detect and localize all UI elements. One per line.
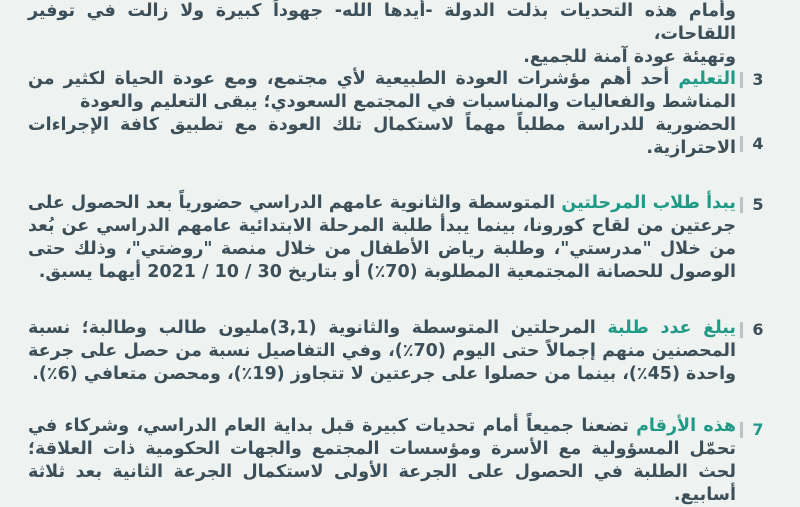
item-7-marker-bar	[740, 422, 743, 438]
item-5-text: المتوسطة والثانوية عامهم الدراسي حضورياً بعد الحصول على جرعتين من لقاح كورونا، بينما يبدأ طلبة المرحلة الابتدائية عامهم الدراسي عن بُعد من خلال "مدرستي"، وطلبة رياض الأطفال من خلال منصة "روضتي"، وذلك حتى الوصول للحصانة المجتمعية المطلوبة (70٪) أو بتاريخ 30 / 10 / 2021 أيهما يسبق.	[28, 193, 736, 282]
item-5-marker-bar	[740, 197, 743, 213]
item-7-number: 7	[752, 420, 764, 439]
item-6-highlight: يبلغ عدد طلبة	[607, 318, 736, 338]
item-5-number: 5	[752, 195, 764, 214]
intro-line-2: وتهيئة عودة آمنة للجميع.	[523, 47, 736, 67]
item-6-marker-bar	[740, 322, 743, 338]
item-6-number: 6	[752, 320, 764, 339]
intro-line-1: وأمام هذه التحديات بذلت الدولة -أيدها الله- جهوداً كبيرة ولا زالت في توفير اللقاحات،	[28, 1, 736, 44]
item-3-marker-bar	[740, 72, 743, 88]
item-4-paragraph	[28, 114, 736, 160]
item-4-text: الحضورية للدراسة مطلباً مهماً لاستكمال تلك العودة مع تطبيق كافة الإجراءات الاحترازية.	[28, 115, 736, 158]
item-3-paragraph	[28, 68, 736, 114]
item-3-highlight: التعليم	[678, 69, 737, 89]
item-6-text: المرحلتين المتوسطة والثانوية (3,1)مليون طالب وطالبة؛ نسبة المحصنين منهم إجمالاً حتى اليوم (70٪)، وفي التفاصيل نسبة من حصل على جرعة واحدة (45٪)، بينما من حصلوا على جرعتين لا تتجاوز (19٪)، ومحصن متعافي (6٪).	[28, 318, 736, 384]
item-4-number: 4	[752, 134, 764, 153]
item-5-highlight: يبدأ طلاب المرحلتين	[561, 193, 737, 213]
intro-paragraph	[28, 0, 736, 69]
item-7-highlight: هذه الأرقام	[636, 416, 736, 436]
item-5-paragraph	[28, 192, 736, 284]
item-3-text: أحد أهم مؤشرات العودة الطبيعية لأي مجتمع، ومع عودة الحياة لكثير من المناشط والفعاليات والمناسبات في المجتمع السعودي؛ يبقى التعليم والعودة	[28, 69, 736, 112]
item-4-marker-bar	[740, 136, 743, 152]
item-6-paragraph	[28, 317, 736, 386]
item-7-paragraph	[28, 415, 736, 507]
item-7-text: تضعنا جميعاً أمام تحديات كبيرة قبل بداية العام الدراسي، وشركاء في تحمّل المسؤولية مع الأسرة ومؤسسات المجتمع والجهات الحكومية ذات العلاقة؛ لحث الطلبة في الحصول على الجرعة الأولى لاستكمال الجرعة الثانية بعد ثلاثة أسابيع.	[28, 416, 736, 505]
item-3-number: 3	[752, 70, 764, 89]
